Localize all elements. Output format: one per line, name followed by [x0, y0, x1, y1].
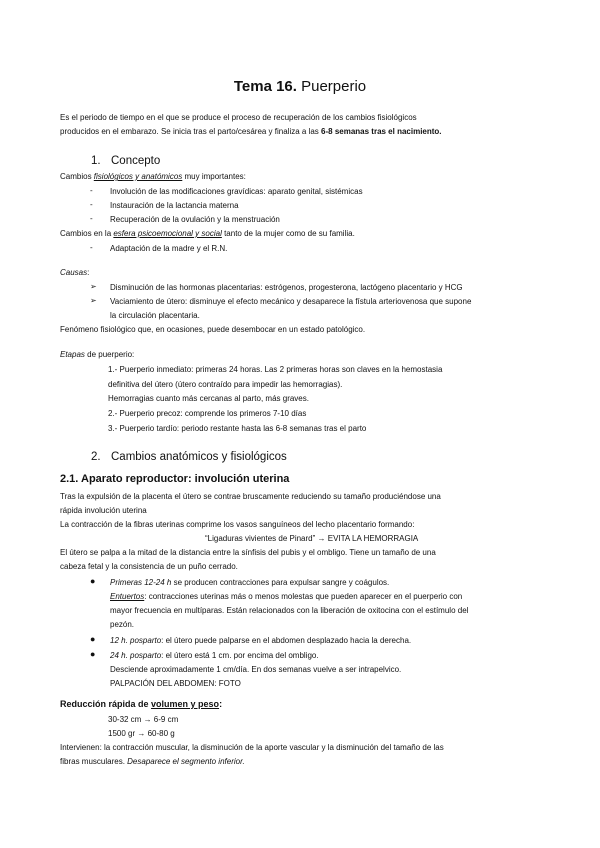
paragraph-line: rápida involución uterina	[60, 506, 147, 515]
paragraph-line: Intervienen: la contracción muscular, la disminución de la aporte vascular y la disminución del tamaño de las	[60, 743, 444, 752]
list-item: Adaptación de la madre y el R.N.	[110, 244, 228, 253]
list-item: Vaciamiento de útero: disminuye el efecto mecánico y desaparece la fístula arteriovenosa que supone	[110, 297, 472, 306]
etapa-3: 3.- Puerperio tardío: periodo restante hasta las 6-8 semanas tras el parto	[108, 424, 367, 433]
list-item-continuation: la circulación placentaria.	[110, 311, 200, 320]
list-item: Instauración de la lactancia materna	[110, 201, 239, 210]
list-item: Involución de las modificaciones gravídicas: aparato genital, sistémicas	[110, 187, 363, 196]
cambios-line: Cambios fisiológicos y anatómicos muy importantes:	[60, 172, 246, 181]
subsection-heading: 2.1. Aparato reproductor: involución uterina	[60, 473, 290, 485]
paragraph-line: cabeza fetal y la consistencia de un puño cerrado.	[60, 562, 238, 571]
list-item: Disminución de las hormonas placentarias: estrógenos, progesterona, lactógeno placentario y HCG	[110, 283, 463, 292]
intro-line-1: Es el periodo de tiempo en el que se produce el proceso de recuperación de los cambios fisiológicos	[60, 113, 417, 122]
causas-label: Causas:	[60, 268, 90, 277]
list-item-continuation: Desciende aproximadamente 1 cm/día. En dos semanas vuelve a ser intrapelvico.	[110, 665, 402, 674]
list-item: Recuperación de la ovulación y la menstruación	[110, 215, 280, 224]
reduccion-weight: 1500 gr → 60-80 g	[108, 729, 175, 738]
paragraph-line: fibras musculares. Desaparece el segmento inferior.	[60, 757, 245, 766]
list-item: Primeras 12-24 h se producen contracciones para expulsar sangre y coágulos.	[110, 578, 390, 587]
section-1-heading: 1. Concepto	[91, 155, 161, 167]
fenomeno-line: Fenómeno fisiológico que, en ocasiones, puede desembocar en un estado patológico.	[60, 325, 366, 334]
list-item: 24 h. posparto: el útero está 1 cm. por encima del ombligo.	[110, 651, 319, 660]
dot-bullet: ●	[90, 649, 96, 659]
entuertos-line: Entuertos: contracciones uterinas más o menos molestas que pueden aparecer en el puerperio con	[110, 592, 463, 601]
paragraph-line: La contracción de la fibras uterinas comprime los vasos sanguíneos del lecho placentario formando:	[60, 520, 415, 529]
etapas-label: Etapas de puerperio:	[60, 350, 135, 359]
list-item: 12 h. posparto: el útero puede palparse en el abdomen desplazado hacia la derecha.	[110, 636, 412, 645]
ligaduras-line: “Ligaduras vivientes de Pinard” → EVITA LA HEMORRAGIA	[205, 534, 419, 543]
dot-bullet: ●	[90, 576, 96, 586]
list-item-continuation: PALPACIÓN DEL ABDOMEN: FOTO	[110, 679, 241, 688]
dash-bullet: -	[90, 243, 93, 252]
reduccion-heading: Reducción rápida de volumen y peso:	[60, 699, 223, 709]
etapa-1-line-3: Hemorragias cuanto más cercanas al parto, más graves.	[108, 394, 309, 403]
intro-line-2: producidos en el embarazo. Se inicia tras el parto/cesárea y finaliza a las 6-8 semanas tras el nacimiento.	[60, 127, 442, 136]
entuertos-line: mayor frecuencia en multíparas. Están relacionados con la liberación de oxitocina con el estímulo del	[110, 606, 469, 615]
esfera-line: Cambios en la esfera psicoemocional y social tanto de la mujer como de su familia.	[60, 229, 355, 238]
arrow-bullet: ➢	[90, 296, 97, 305]
dash-bullet: -	[90, 186, 93, 195]
page-title: Tema 16. Puerperio	[233, 78, 367, 95]
etapa-1-line-2: definitiva del útero (útero contraído para impedir las hemorragias).	[108, 380, 343, 389]
dash-bullet: -	[90, 214, 93, 223]
etapa-1-line-1: 1.- Puerperio inmediato: primeras 24 horas. Las 2 primeras horas son claves en la hemostasia	[108, 365, 443, 374]
entuertos-line: pezón.	[110, 620, 135, 629]
section-2-heading: 2. Cambios anatómicos y fisiológicos	[91, 451, 287, 463]
paragraph-line: Tras la expulsión de la placenta el útero se contrae bruscamente reduciendo su tamaño produciéndose una	[60, 492, 441, 501]
dash-bullet: -	[90, 200, 93, 209]
dot-bullet: ●	[90, 634, 96, 644]
paragraph-line: El útero se palpa a la mitad de la distancia entre la sínfisis del pubis y el ombligo. Tiene un tamaño de una	[60, 548, 436, 557]
reduccion-size: 30-32 cm → 6-9 cm	[108, 715, 179, 724]
etapa-2: 2.- Puerperio precoz: comprende los primeros 7-10 días	[108, 409, 307, 418]
arrow-bullet: ➢	[90, 282, 97, 291]
